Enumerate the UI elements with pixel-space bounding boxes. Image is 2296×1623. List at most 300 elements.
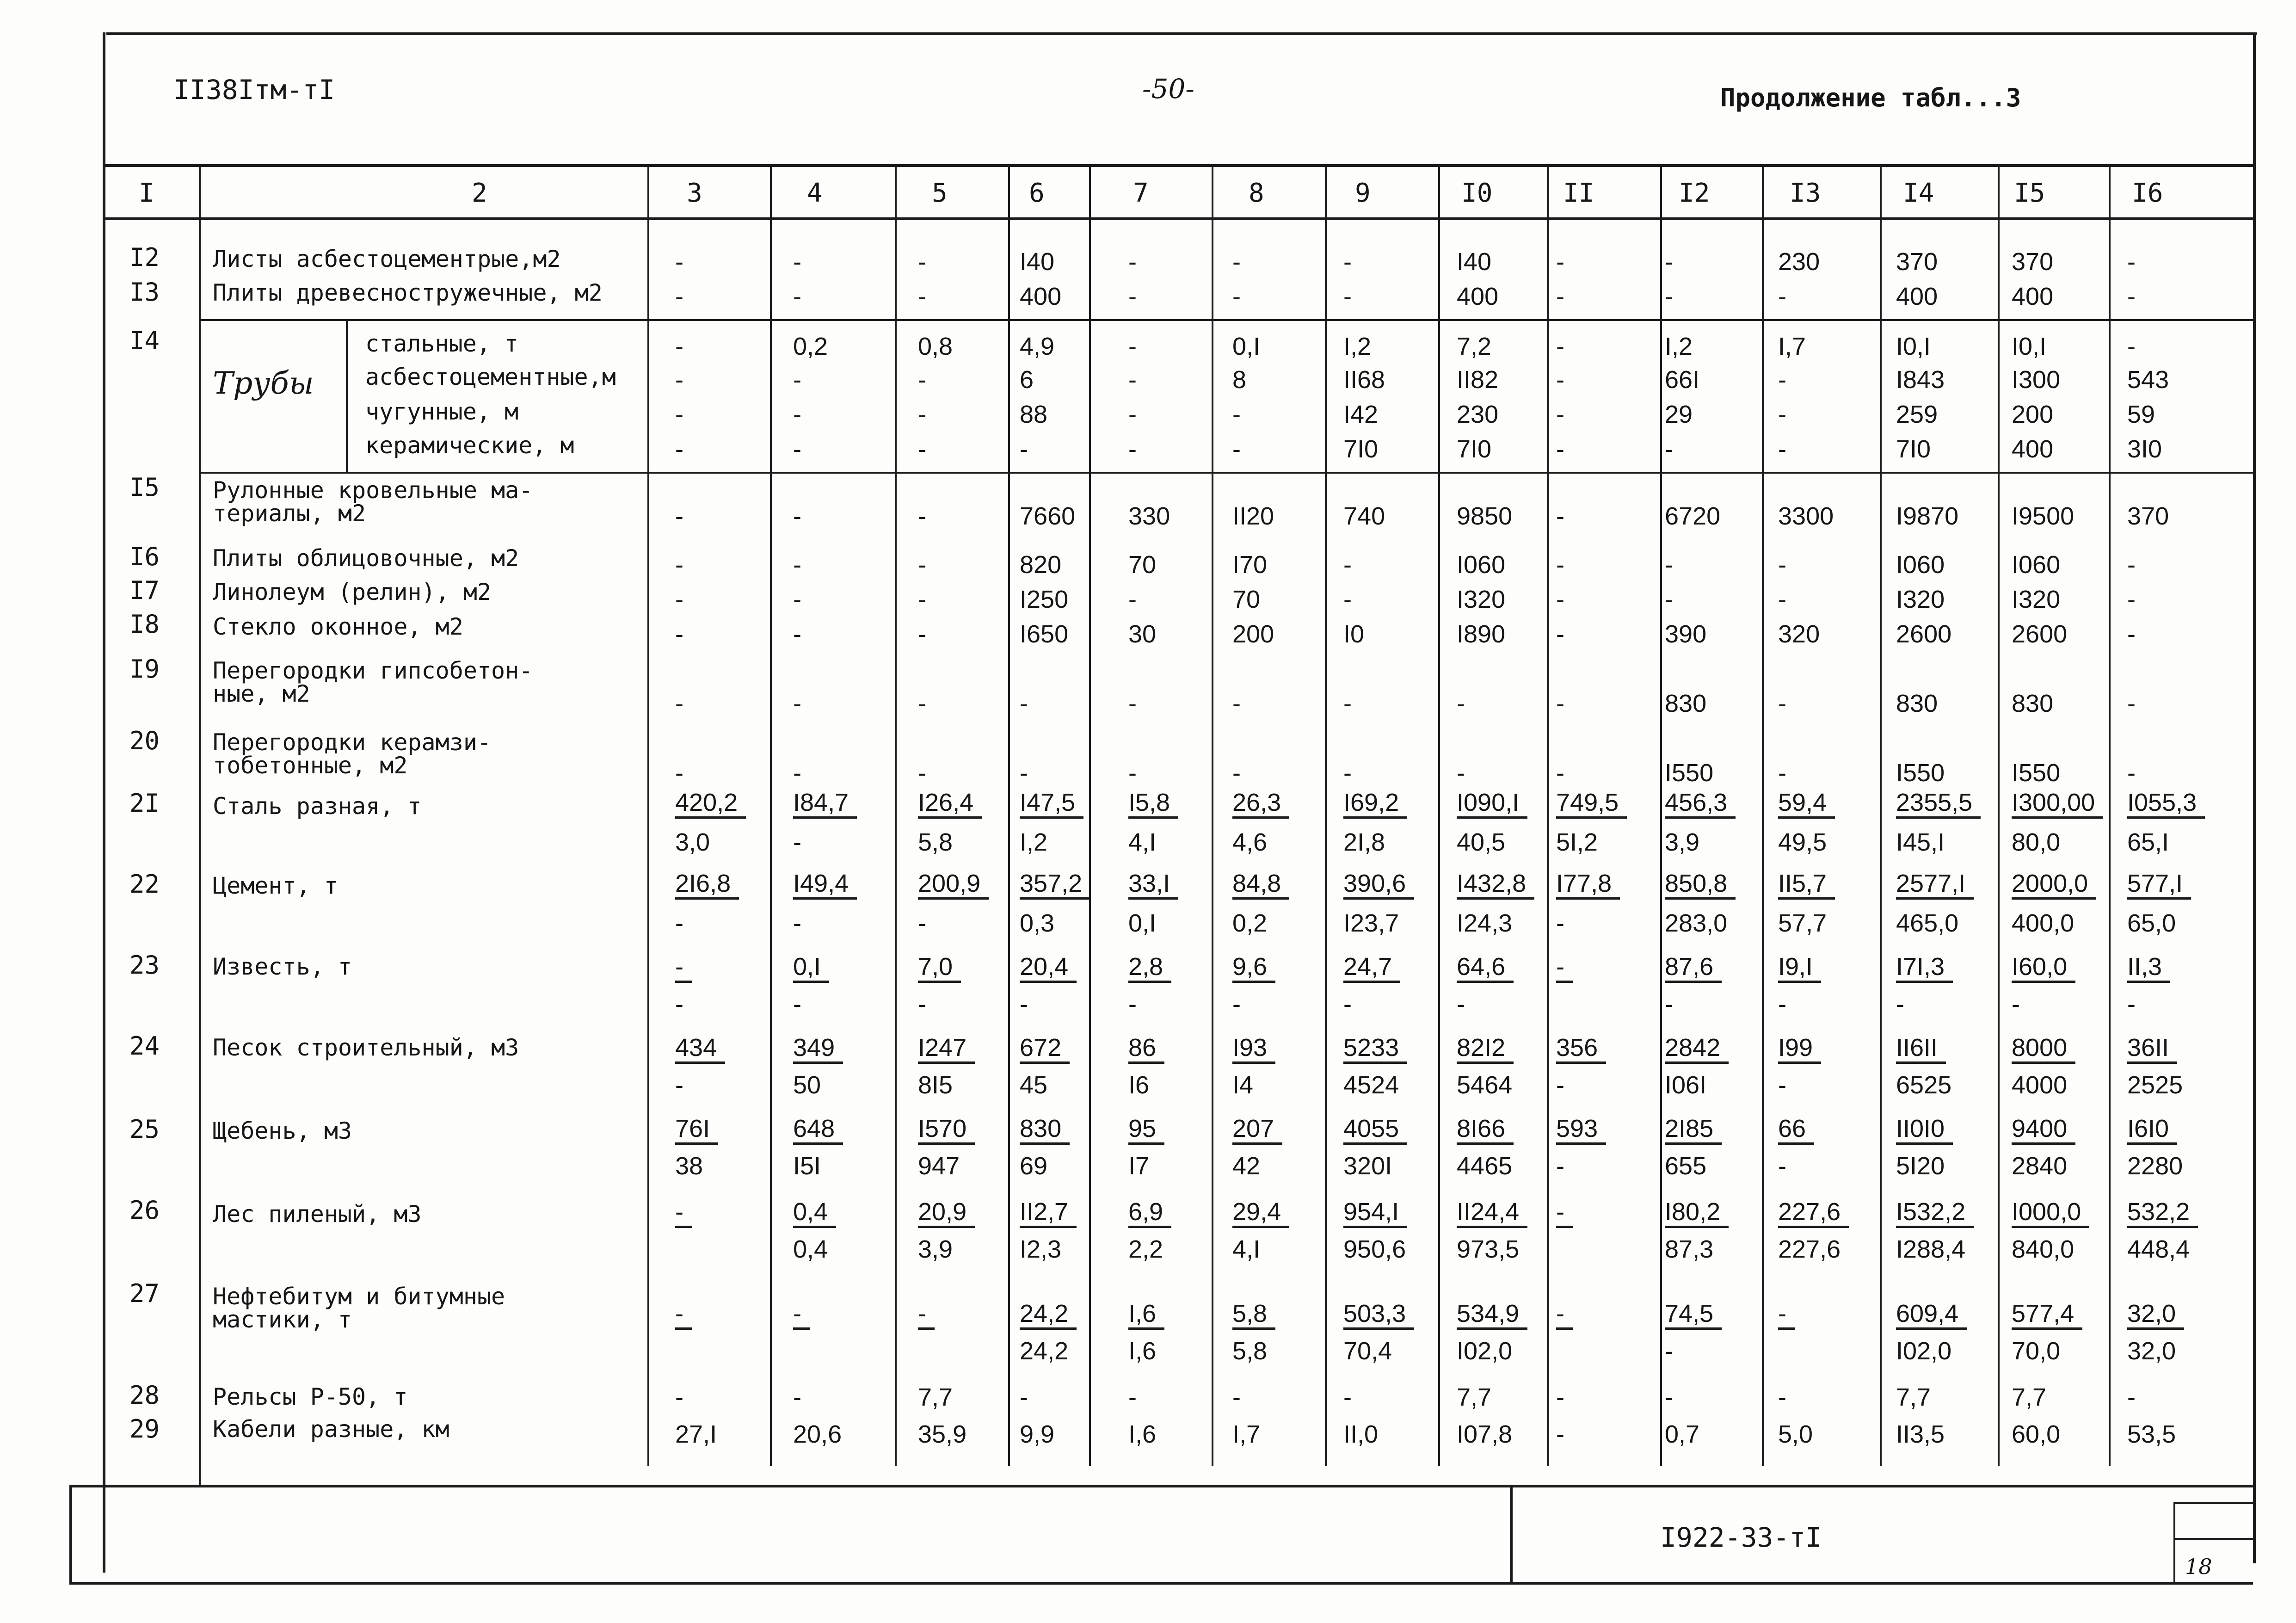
cell-value: - (918, 586, 926, 613)
cell-value: 70 (1128, 551, 1157, 579)
cell-value: - (1556, 1420, 1564, 1448)
row-name: Перегородки гипсобетон- (213, 657, 533, 684)
cell-value-numerator: 7,0 (918, 953, 961, 983)
cell-value-denominator: I5I (793, 1152, 821, 1180)
cell-value-denominator: - (1343, 990, 1352, 1018)
column-header: 8 (1249, 178, 1264, 208)
cell-value: 2600 (2012, 620, 2068, 648)
grid-line (103, 32, 105, 1573)
cell-value: 200 (1232, 620, 1274, 648)
cell-value-denominator: 42 (1232, 1152, 1261, 1180)
grid-line (1762, 167, 1764, 1466)
cell-value: - (1665, 551, 1673, 579)
row-name: ные, м2 (213, 680, 310, 707)
cell-value: II82 (1457, 366, 1499, 394)
cell-value: I40 (1457, 248, 1492, 276)
cell-value-numerator: 24,2 (1020, 1300, 1077, 1330)
cell-value: 4,9 (1020, 333, 1055, 360)
cell-value-denominator: 49,5 (1778, 828, 1827, 856)
cell-value: - (1665, 248, 1673, 276)
cell-value-denominator: - (675, 909, 683, 937)
cell-value: - (1128, 1383, 1137, 1411)
cell-value-denominator: - (1020, 990, 1028, 1018)
cell-value-denominator: 3,9 (918, 1235, 953, 1263)
cell-value-numerator: 6,9 (1128, 1198, 1171, 1228)
cell-value-denominator: 0,4 (793, 1235, 828, 1263)
cell-value-numerator: I5,8 (1128, 789, 1178, 819)
cell-value: 740 (1343, 502, 1385, 530)
grid-line (106, 32, 2257, 35)
cell-value-numerator: 534,9 (1457, 1300, 1527, 1330)
row-name: Рельсы Р-50, т (213, 1383, 408, 1410)
cell-value: 820 (1020, 551, 1062, 579)
grid-line (103, 217, 2256, 220)
cell-value: 0,2 (793, 333, 828, 360)
cell-value: - (2127, 551, 2136, 579)
cell-value-numerator: 29,4 (1232, 1198, 1289, 1228)
cell-value: 7,7 (2012, 1383, 2047, 1411)
cell-value: - (918, 690, 926, 717)
cell-value-denominator: 6525 (1896, 1071, 1952, 1099)
cell-value-denominator: 80,0 (2012, 828, 2061, 856)
row-name: Листы асбестоцементрые,м2 (213, 246, 561, 272)
cell-value-denominator: - (1232, 990, 1241, 1018)
cell-value-numerator: 84,8 (1232, 870, 1289, 900)
cell-value-numerator: 2355,5 (1896, 789, 1981, 819)
cell-value-numerator: II2,7 (1020, 1198, 1077, 1228)
cell-value: 6 (1020, 366, 1034, 394)
cell-value: - (2127, 283, 2136, 310)
cell-value-numerator: II5,7 (1778, 870, 1835, 900)
cell-value-denominator: I06I (1665, 1071, 1707, 1099)
cell-value: II3,5 (1896, 1420, 1945, 1448)
stamp-code: I922-33-тI (1660, 1522, 1822, 1553)
cell-value-numerator: 227,6 (1778, 1198, 1849, 1228)
cell-value: - (1457, 759, 1465, 787)
cell-value-denominator: 448,4 (2127, 1235, 2190, 1263)
cell-value: - (793, 620, 801, 648)
cell-value: I0 (1343, 620, 1365, 648)
cell-value: 30 (1128, 620, 1157, 648)
cell-value-numerator: 86 (1128, 1034, 1164, 1064)
cell-value-denominator: 3,9 (1665, 828, 1700, 856)
cell-value: 370 (1896, 248, 1938, 276)
cell-value: 7I0 (1896, 435, 1931, 463)
cell-value: - (1665, 435, 1673, 463)
cell-value: - (675, 551, 683, 579)
row-name: Известь, т (213, 953, 352, 980)
row-number: 22 (129, 870, 160, 899)
cell-value-numerator: 59,4 (1778, 789, 1835, 819)
row-number: I2 (129, 243, 160, 272)
cell-value-numerator: 2842 (1665, 1034, 1729, 1064)
cell-value: - (1232, 283, 1241, 310)
cell-value: - (1343, 551, 1352, 579)
cell-value-denominator: 400,0 (2012, 909, 2074, 937)
cell-value-denominator: 4524 (1343, 1071, 1399, 1099)
cell-value: 29 (1665, 401, 1693, 428)
cell-value-numerator: 32,0 (2127, 1300, 2184, 1330)
cell-value-numerator: 5233 (1343, 1034, 1407, 1064)
cell-value: - (1556, 283, 1564, 310)
column-header: I6 (2132, 178, 2163, 208)
grid-line (2173, 1538, 2255, 1540)
cell-value-denominator: - (1556, 1071, 1564, 1099)
cell-value-numerator: 456,3 (1665, 789, 1736, 819)
cell-value-numerator: 577,I (2127, 870, 2191, 900)
cell-value: - (1128, 366, 1137, 394)
cell-value: I250 (1020, 586, 1069, 613)
grid-line (647, 167, 649, 1466)
row-number: 27 (129, 1279, 160, 1308)
cell-value: I,6 (1128, 1420, 1157, 1448)
cell-value: 230 (1457, 401, 1499, 428)
cell-value: 59 (2127, 401, 2155, 428)
continuation-title: Продолжение табл...3 (1720, 83, 2021, 112)
cell-value-numerator: 420,2 (675, 789, 746, 819)
cell-value-numerator: 434 (675, 1034, 725, 1064)
cell-value-numerator: 33,I (1128, 870, 1178, 900)
cell-value: - (675, 759, 683, 787)
cell-value-numerator: 357,2 (1020, 870, 1090, 900)
cell-value-numerator: 24,7 (1343, 953, 1400, 983)
cell-value: 259 (1896, 401, 1938, 428)
cell-value: I320 (1457, 586, 1506, 613)
cell-value-numerator: 593 (1556, 1115, 1606, 1145)
grid-line (2253, 32, 2256, 1563)
row-number: 20 (129, 726, 160, 755)
cell-value-denominator: I7 (1128, 1152, 1150, 1180)
cell-value: I320 (1896, 586, 1945, 613)
cell-value-denominator: - (675, 1071, 683, 1099)
cell-value: I300 (2012, 366, 2061, 394)
cell-value-denominator: 5,8 (1232, 1337, 1268, 1365)
cell-value: I0,I (2012, 333, 2047, 360)
cell-value-numerator: 749,5 (1556, 789, 1627, 819)
row-number: I9 (129, 654, 160, 684)
cell-value-denominator: 947 (918, 1152, 960, 1180)
cell-value-numerator: I055,3 (2127, 789, 2205, 819)
cell-value-denominator: - (918, 909, 926, 937)
cell-value-numerator: 20,9 (918, 1198, 975, 1228)
cell-value: 390 (1665, 620, 1707, 648)
row-name: Линолеум (релин), м2 (213, 579, 492, 605)
grid-line (1325, 167, 1327, 1466)
cell-value-numerator: I84,7 (793, 789, 857, 819)
cell-value: - (918, 401, 926, 428)
column-header: 2 (472, 178, 487, 208)
cell-value: - (1128, 690, 1137, 717)
cell-value: - (1232, 690, 1241, 717)
cell-value-numerator: I99 (1778, 1034, 1821, 1064)
cell-value-denominator: I2,3 (1020, 1235, 1062, 1263)
row-number: I4 (129, 326, 160, 355)
cell-value-numerator: I532,2 (1896, 1198, 1974, 1228)
row-name: асбестоцементные,м (365, 364, 616, 390)
cell-value: - (1556, 759, 1564, 787)
cell-value-numerator: I090,I (1457, 789, 1527, 819)
row-number: 23 (129, 950, 160, 980)
cell-value-numerator: - (1778, 1300, 1795, 1330)
cell-value: 0,I (1232, 333, 1261, 360)
cell-value-numerator: I300,00 (2012, 789, 2103, 819)
cell-value: - (1778, 586, 1786, 613)
cell-value-denominator: 655 (1665, 1152, 1707, 1180)
cell-value: - (1343, 248, 1352, 276)
cell-value-numerator: I49,4 (793, 870, 857, 900)
cell-value: - (1128, 586, 1137, 613)
cell-value: - (2127, 620, 2136, 648)
cell-value: - (675, 401, 683, 428)
row-name: Плиты облицовочные, м2 (213, 545, 519, 572)
grid-line (770, 167, 772, 1466)
cell-value: - (918, 551, 926, 579)
cell-value: - (1343, 759, 1352, 787)
cell-value-denominator: - (1665, 1337, 1673, 1365)
cell-value: 830 (1665, 690, 1707, 717)
cell-value-numerator: I000,0 (2012, 1198, 2089, 1228)
cell-value-denominator: 973,5 (1457, 1235, 1520, 1263)
cell-value: 3300 (1778, 502, 1834, 530)
cell-value-denominator: 50 (793, 1071, 821, 1099)
cell-value-denominator: 320I (1343, 1152, 1392, 1180)
cell-value-numerator: 356 (1556, 1034, 1606, 1064)
cell-value-numerator: 672 (1020, 1034, 1070, 1064)
cell-value-numerator: 2000,0 (2012, 870, 2096, 900)
cell-value: I060 (1896, 551, 1945, 579)
cell-value: 7I0 (1457, 435, 1492, 463)
cell-value: 230 (1778, 248, 1820, 276)
cell-value: - (1556, 401, 1564, 428)
row-number: I7 (129, 576, 160, 605)
cell-value-denominator: - (793, 828, 801, 856)
cell-value: - (1020, 690, 1028, 717)
cell-value: - (1232, 435, 1241, 463)
cell-value: - (1343, 283, 1352, 310)
cell-value-denominator: 40,5 (1457, 828, 1506, 856)
cell-value: - (675, 502, 683, 530)
cell-value-denominator: 4,I (1128, 828, 1157, 856)
cell-value: - (675, 620, 683, 648)
cell-value: - (1020, 1383, 1028, 1411)
cell-value: I,2 (1665, 333, 1693, 360)
cell-value-numerator: 830 (1020, 1115, 1070, 1145)
cell-value: 7,7 (1896, 1383, 1931, 1411)
row-name: мастики, т (213, 1306, 352, 1333)
column-header: 4 (807, 178, 823, 208)
cell-value-numerator: - (1556, 953, 1573, 983)
cell-value: - (1128, 283, 1137, 310)
row-number: I3 (129, 278, 160, 307)
cell-value-numerator: - (1556, 1300, 1573, 1330)
cell-value: - (793, 248, 801, 276)
cell-value: 88 (1020, 401, 1048, 428)
cell-value: 400 (2012, 435, 2054, 463)
cell-value: - (2127, 759, 2136, 787)
cell-value-numerator: - (1556, 1198, 1573, 1228)
row-name: чугунные, м (365, 398, 519, 425)
cell-value-numerator: 74,5 (1665, 1300, 1722, 1330)
cell-value: 35,9 (918, 1420, 967, 1448)
cell-value: - (918, 435, 926, 463)
cell-value: I843 (1896, 366, 1945, 394)
cell-value-denominator: I,2 (1020, 828, 1048, 856)
grid-line (2109, 167, 2111, 1466)
grid-line (1880, 167, 1882, 1466)
cell-value: 60,0 (2012, 1420, 2061, 1448)
cell-value: - (793, 586, 801, 613)
cell-value: 8 (1232, 366, 1247, 394)
cell-value: - (1343, 1383, 1352, 1411)
sheet-number: 18 (2185, 1554, 2212, 1579)
cell-value: 20,6 (793, 1420, 842, 1448)
row-name: Щебень, м3 (213, 1117, 352, 1144)
row-number: 2I (129, 789, 160, 818)
cell-value-numerator: I69,2 (1343, 789, 1407, 819)
cell-value: - (1556, 690, 1564, 717)
cell-value-denominator: I02,0 (1896, 1337, 1952, 1365)
cell-value-numerator: I6I0 (2127, 1115, 2177, 1145)
cell-value-numerator: 5,8 (1232, 1300, 1275, 1330)
grid-line (1660, 167, 1662, 1466)
row-number: 28 (129, 1381, 160, 1410)
column-header: 7 (1133, 178, 1149, 208)
cell-value: - (1778, 690, 1786, 717)
cell-value-numerator: 0,4 (793, 1198, 836, 1228)
cell-value-numerator: 8I66 (1457, 1115, 1514, 1145)
cell-value-denominator: I4 (1232, 1071, 1254, 1099)
cell-value-numerator: 95 (1128, 1115, 1164, 1145)
cell-value-numerator: 954,I (1343, 1198, 1407, 1228)
cell-value: I060 (1457, 551, 1506, 579)
cell-value: 400 (1457, 283, 1499, 310)
cell-value-denominator: I23,7 (1343, 909, 1399, 937)
cell-value-denominator: 950,6 (1343, 1235, 1406, 1263)
cell-value-numerator: II24,4 (1457, 1198, 1527, 1228)
cell-value: I0,I (1896, 333, 1931, 360)
page-number: -50- (1142, 73, 1194, 105)
cell-value-numerator: - (793, 1300, 810, 1330)
cell-value: I890 (1457, 620, 1506, 648)
cell-value-numerator: 577,4 (2012, 1300, 2082, 1330)
cell-value: - (1343, 586, 1352, 613)
cell-value: - (1665, 283, 1673, 310)
cell-value-denominator: 5464 (1457, 1071, 1513, 1099)
cell-value: 7660 (1020, 502, 1076, 530)
cell-value: 9,9 (1020, 1420, 1055, 1448)
row-name: Кабели разные, км (213, 1416, 449, 1443)
cell-value: - (1457, 690, 1465, 717)
cell-value-denominator: 45 (1020, 1071, 1048, 1099)
cell-value: - (675, 366, 683, 394)
cell-value-denominator: - (1556, 1152, 1564, 1180)
cell-value-denominator: 70,0 (2012, 1337, 2061, 1365)
grid-line (69, 1485, 72, 1585)
cell-value-numerator: I26,4 (918, 789, 982, 819)
cell-value: I42 (1343, 401, 1379, 428)
cell-value-denominator: 57,7 (1778, 909, 1827, 937)
cell-value-numerator: 648 (793, 1115, 843, 1145)
grid-line (69, 1582, 2253, 1585)
cell-value-denominator: 3,0 (675, 828, 710, 856)
cell-value-numerator: I47,5 (1020, 789, 1083, 819)
cell-value-denominator: 5I20 (1896, 1152, 1945, 1180)
cell-value: 2600 (1896, 620, 1952, 648)
cell-value: - (2127, 333, 2136, 360)
cell-value: 7,2 (1457, 333, 1492, 360)
row-name: Песок строительный, м3 (213, 1034, 519, 1061)
cell-value-numerator: 9,6 (1232, 953, 1275, 983)
cell-value: II68 (1343, 366, 1385, 394)
cell-value-numerator: 390,6 (1343, 870, 1414, 900)
cell-value: - (918, 620, 926, 648)
grid-line (346, 319, 348, 472)
cell-value-numerator: 87,6 (1665, 953, 1722, 983)
cell-value-denominator: 2525 (2127, 1071, 2183, 1099)
cell-value-denominator: I6 (1128, 1071, 1150, 1099)
cell-value: 370 (2127, 502, 2169, 530)
cell-value: - (1556, 333, 1564, 360)
cell-value-numerator: I7I,3 (1896, 953, 1953, 983)
cell-value: I07,8 (1457, 1420, 1513, 1448)
cell-value: I,7 (1232, 1420, 1261, 1448)
cell-value-numerator: - (675, 953, 692, 983)
cell-value-numerator: 349 (793, 1034, 843, 1064)
cell-value: I550 (1665, 759, 1714, 787)
cell-value: 27,I (675, 1420, 717, 1448)
cell-value-denominator: 283,0 (1665, 909, 1728, 937)
row-name: Перегородки керамзи- (213, 729, 492, 756)
grid-line (2173, 1502, 2255, 1504)
grid-line (199, 319, 2255, 321)
cell-value-numerator: I247 (918, 1034, 975, 1064)
cell-value-numerator: 20,4 (1020, 953, 1077, 983)
cell-value: - (793, 759, 801, 787)
row-number: 25 (129, 1115, 160, 1144)
cell-value-numerator: 2I85 (1665, 1115, 1722, 1145)
cell-value: 400 (1896, 283, 1938, 310)
cell-value-numerator: 4055 (1343, 1115, 1407, 1145)
grid-line (1438, 167, 1440, 1466)
cell-value-denominator: 840,0 (2012, 1235, 2074, 1263)
cell-value-denominator: - (1896, 990, 1904, 1018)
cell-value-denominator: 65,I (2127, 828, 2169, 856)
cell-value-numerator: - (918, 1300, 935, 1330)
column-header: I5 (2014, 178, 2045, 208)
cell-value: 66I (1665, 366, 1700, 394)
cell-value-denominator: 4465 (1457, 1152, 1513, 1180)
cell-value: 70 (1232, 586, 1261, 613)
cell-value-denominator: 8I5 (918, 1071, 953, 1099)
cell-value: - (1665, 586, 1673, 613)
cell-value: II20 (1232, 502, 1274, 530)
column-header: II (1563, 178, 1594, 208)
cell-value: 320 (1778, 620, 1820, 648)
cell-value: - (1778, 435, 1786, 463)
cell-value: I9500 (2012, 502, 2074, 530)
cell-value-denominator: - (675, 990, 683, 1018)
cell-value: - (793, 401, 801, 428)
cell-value-denominator: 65,0 (2127, 909, 2176, 937)
grid-line (1008, 167, 1010, 1466)
cell-value: - (1556, 620, 1564, 648)
cell-value-denominator: - (1665, 990, 1673, 1018)
cell-value-numerator: 66 (1778, 1115, 1814, 1145)
cell-value-denominator: 24,2 (1020, 1337, 1069, 1365)
grid-line (1510, 1485, 1513, 1585)
cell-value-denominator: 5I,2 (1556, 828, 1598, 856)
cell-value: - (1020, 435, 1028, 463)
